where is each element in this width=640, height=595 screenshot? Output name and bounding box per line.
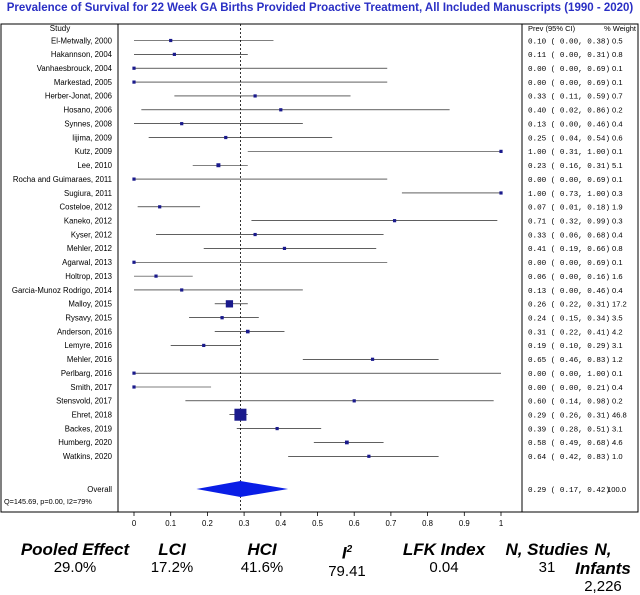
weight-value: 0.4 xyxy=(612,285,623,295)
weight-value: 1.9 xyxy=(612,202,623,212)
study-marker xyxy=(234,409,246,421)
weight-value: 0.1 xyxy=(612,64,623,74)
weight-value: 0.1 xyxy=(612,258,623,268)
ci-value: 0.11 ( 0.00, 0.31) xyxy=(528,52,611,61)
summary-stat-label-text: LCI xyxy=(158,540,186,559)
weight-value: 4.2 xyxy=(612,327,623,337)
ci-value: 0.00 ( 0.00, 0.69) xyxy=(528,260,611,269)
summary-stat-label-text: I xyxy=(341,543,347,563)
summary-stat-value: 0.04 xyxy=(429,559,459,576)
summary-stat-label xyxy=(227,540,297,559)
weight-value: 0.1 xyxy=(612,147,623,157)
study-marker xyxy=(132,372,135,375)
summary-stat xyxy=(317,540,377,580)
summary-stat-label-text: Pooled Effect xyxy=(20,540,130,559)
study-label: Smith, 2017 xyxy=(70,382,112,392)
study-label: Garcia-Munoz Rodrigo, 2014 xyxy=(11,285,112,295)
x-tick-label: 0.7 xyxy=(385,519,397,528)
x-tick-label: 0.1 xyxy=(165,519,177,528)
summary-stat xyxy=(142,540,202,576)
study-label: Kutz, 2009 xyxy=(74,147,112,157)
summary-stats xyxy=(0,540,640,595)
weight-value: 17.2 xyxy=(612,299,627,309)
weight-value: 0.2 xyxy=(612,105,623,115)
study-marker xyxy=(254,233,257,236)
weight-value: 5.1 xyxy=(612,161,623,171)
summary-stat-label xyxy=(389,540,499,559)
ci-value: 0.13 ( 0.00, 0.46) xyxy=(528,287,611,296)
summary-stat-label-text: N, Studies xyxy=(505,540,589,559)
ci-value: 0.00 ( 0.00, 1.00) xyxy=(528,370,611,379)
study-label: Markestad, 2005 xyxy=(53,77,112,87)
study-marker xyxy=(220,316,223,319)
weight-header: % Weight xyxy=(604,24,636,33)
study-label: Rocha and Guimaraes, 2011 xyxy=(12,174,112,184)
weight-value: 46.8 xyxy=(612,410,627,420)
x-tick-label: 0.6 xyxy=(348,519,360,528)
study-marker xyxy=(353,399,356,402)
study-label: Holtrop, 2013 xyxy=(65,271,112,281)
ci-value: 0.33 ( 0.11, 0.59) xyxy=(528,93,611,102)
ci-value: 0.41 ( 0.19, 0.66) xyxy=(528,246,611,255)
weight-value: 4.6 xyxy=(612,438,623,448)
x-tick-label: 1 xyxy=(498,519,504,528)
ci-value: 0.00 ( 0.00, 0.21) xyxy=(528,384,611,393)
study-marker xyxy=(173,53,176,56)
summary-stat-label-text: HCI xyxy=(247,540,277,559)
ci-value: 0.29 ( 0.26, 0.31) xyxy=(528,412,611,421)
study-marker xyxy=(279,108,282,111)
study-label: Synnes, 2008 xyxy=(64,119,112,129)
weight-value: 3.5 xyxy=(612,313,623,323)
study-label: Mehler, 2016 xyxy=(66,355,112,365)
summary-stat-value: 29.0% xyxy=(53,559,97,576)
summary-stat-label xyxy=(317,540,377,563)
overall-diamond xyxy=(196,481,288,497)
overall-ci-value: 0.29 ( 0.17, 0.42) xyxy=(528,486,611,495)
weight-value: 0.1 xyxy=(612,368,623,378)
study-marker xyxy=(154,275,157,278)
study-marker xyxy=(226,300,233,307)
ci-value: 0.10 ( 0.00, 0.38) xyxy=(528,38,611,47)
study-label: Malloy, 2015 xyxy=(68,299,112,309)
study-marker xyxy=(132,385,135,388)
ci-value: 0.65 ( 0.46, 0.83) xyxy=(528,357,611,366)
ci-value: 0.60 ( 0.14, 0.98) xyxy=(528,398,611,407)
ci-value: 0.64 ( 0.42, 0.83) xyxy=(528,454,611,463)
weight-value: 0.8 xyxy=(612,50,623,60)
ci-value: 1.00 ( 0.31, 1.00) xyxy=(528,149,611,158)
study-label: Lee, 2010 xyxy=(77,161,112,171)
ci-value: 0.13 ( 0.00, 0.46) xyxy=(528,121,611,130)
chart-title: Prevalence of Survival for 22 Week GA Births Provided Proactive Treatment, All Included Manuscripts (1990 - 2020) xyxy=(6,2,634,14)
study-marker xyxy=(169,39,172,42)
ci-value: 0.07 ( 0.01, 0.18) xyxy=(528,204,611,213)
weight-value: 0.1 xyxy=(612,77,623,87)
ci-value: 0.24 ( 0.15, 0.34) xyxy=(528,315,611,324)
study-label: Backes, 2019 xyxy=(64,424,112,434)
study-marker xyxy=(180,288,183,291)
study-label: Agarwal, 2013 xyxy=(62,258,112,268)
weight-value: 0.2 xyxy=(612,396,623,406)
study-label: Sugiura, 2011 xyxy=(64,188,112,198)
study-marker xyxy=(283,247,286,250)
weight-value: 0.7 xyxy=(612,91,623,101)
x-tick-label: 0.5 xyxy=(312,519,323,528)
summary-stat-value: 2,226 xyxy=(584,578,622,595)
study-marker xyxy=(132,80,135,83)
weight-value: 0.8 xyxy=(612,244,623,254)
weight-value: 1.0 xyxy=(612,452,623,462)
summary-stat-label-text: LFK Index xyxy=(402,540,486,559)
summary-stat xyxy=(0,540,150,576)
ci-value: 0.31 ( 0.22, 0.41) xyxy=(528,329,611,338)
ci-value: 0.23 ( 0.16, 0.31) xyxy=(528,163,611,172)
weight-value: 0.4 xyxy=(612,382,623,392)
summary-stat-value: 17.2% xyxy=(150,559,194,576)
ci-value: 0.71 ( 0.32, 0.99) xyxy=(528,218,611,227)
overall-label: Overall xyxy=(87,484,112,494)
weight-value: 1.2 xyxy=(612,355,623,365)
summary-stat xyxy=(389,540,499,576)
study-label: Humberg, 2020 xyxy=(58,438,112,448)
study-label: Anderson, 2016 xyxy=(56,327,112,337)
study-marker xyxy=(180,122,183,125)
summary-stat-value: 41.6% xyxy=(240,559,284,576)
summary-stat-value: 31 xyxy=(538,559,556,576)
study-marker xyxy=(371,358,374,361)
study-marker xyxy=(393,219,396,222)
summary-stat-label xyxy=(566,540,640,578)
weight-value: 3.1 xyxy=(612,341,623,351)
plot-frame xyxy=(118,24,522,512)
x-tick-label: 0.8 xyxy=(422,519,434,528)
study-label: El-Metwally, 2000 xyxy=(51,36,112,46)
ci-value: 0.40 ( 0.02, 0.86) xyxy=(528,107,611,116)
summary-stat xyxy=(227,540,297,576)
summary-stat-label xyxy=(0,540,150,559)
x-tick-label: 0.2 xyxy=(201,519,213,528)
study-marker xyxy=(216,163,220,167)
study-marker xyxy=(202,344,205,347)
summary-stat-label-text: N, Infants xyxy=(575,540,631,578)
summary-stat-superscript: 2 xyxy=(346,544,353,555)
study-label: Lemyre, 2016 xyxy=(64,341,112,351)
weight-value: 0.6 xyxy=(612,133,623,143)
ci-header: Prev (95% CI) xyxy=(528,24,576,33)
weight-value: 3.1 xyxy=(612,424,623,434)
study-marker xyxy=(499,150,502,153)
ci-value: 1.00 ( 0.73, 1.00) xyxy=(528,190,611,199)
ci-value: 0.39 ( 0.28, 0.51) xyxy=(528,426,611,435)
x-tick-label: 0.9 xyxy=(458,519,470,528)
weight-value: 0.4 xyxy=(612,230,623,240)
study-marker xyxy=(499,191,502,194)
study-label: Watkins, 2020 xyxy=(62,452,112,462)
ci-value: 0.00 ( 0.00, 0.69) xyxy=(528,79,611,88)
summary-stat-value: 79.41 xyxy=(328,562,366,580)
ci-value: 0.33 ( 0.06, 0.68) xyxy=(528,232,611,241)
study-marker xyxy=(276,427,279,430)
ci-value: 0.25 ( 0.04, 0.54) xyxy=(528,135,611,144)
weight-value: 0.5 xyxy=(612,36,623,46)
study-label: Mehler, 2012 xyxy=(66,244,112,254)
study-marker xyxy=(132,67,135,70)
ci-value: 0.06 ( 0.00, 0.16) xyxy=(528,273,611,282)
weight-value: 0.3 xyxy=(612,188,623,198)
study-label: Perlbarg, 2016 xyxy=(60,368,112,378)
x-tick-label: 0.4 xyxy=(275,519,287,528)
study-marker xyxy=(132,261,135,264)
study-marker xyxy=(158,205,161,208)
study-marker xyxy=(345,441,349,445)
ci-value: 0.19 ( 0.10, 0.29) xyxy=(528,343,611,352)
study-marker xyxy=(367,455,370,458)
study-label: Kaneko, 2012 xyxy=(63,216,112,226)
study-label: Costeloe, 2012 xyxy=(59,202,112,212)
weight-value: 0.4 xyxy=(612,119,623,129)
ci-value: 0.00 ( 0.00, 0.69) xyxy=(528,176,611,185)
study-label: Herber-Jonat, 2006 xyxy=(44,91,112,101)
study-header: Study xyxy=(49,24,71,33)
weight-value: 0.3 xyxy=(612,216,623,226)
ci-value: 0.58 ( 0.49, 0.68) xyxy=(528,440,611,449)
study-label: Hosano, 2006 xyxy=(63,105,112,115)
heterogeneity-text: Q=145.69, p=0.00, I2=79% xyxy=(4,497,92,506)
ci-value: 0.00 ( 0.00, 0.69) xyxy=(528,66,611,75)
weight-value: 1.6 xyxy=(612,271,623,281)
x-tick-label: 0.3 xyxy=(238,519,250,528)
study-label: Rysavy, 2015 xyxy=(65,313,112,323)
study-label: Stensvold, 2017 xyxy=(56,396,112,406)
overall-weight-value: 100.0 xyxy=(607,484,627,494)
study-marker xyxy=(246,330,250,334)
study-label: Ehret, 2018 xyxy=(71,410,112,420)
study-marker xyxy=(254,94,257,97)
summary-stat-label xyxy=(142,540,202,559)
study-label: Iijima, 2009 xyxy=(72,133,112,143)
study-label: Kyser, 2012 xyxy=(70,230,112,240)
x-tick-label: 0 xyxy=(131,519,137,528)
ci-value: 0.26 ( 0.22, 0.31) xyxy=(528,301,611,310)
study-marker xyxy=(224,136,227,139)
weight-value: 0.1 xyxy=(612,174,623,184)
summary-stat xyxy=(566,540,640,595)
study-label: Vanhaesbrouck, 2004 xyxy=(36,64,112,74)
study-label: Hakannson, 2004 xyxy=(50,50,112,60)
study-marker xyxy=(132,178,135,181)
